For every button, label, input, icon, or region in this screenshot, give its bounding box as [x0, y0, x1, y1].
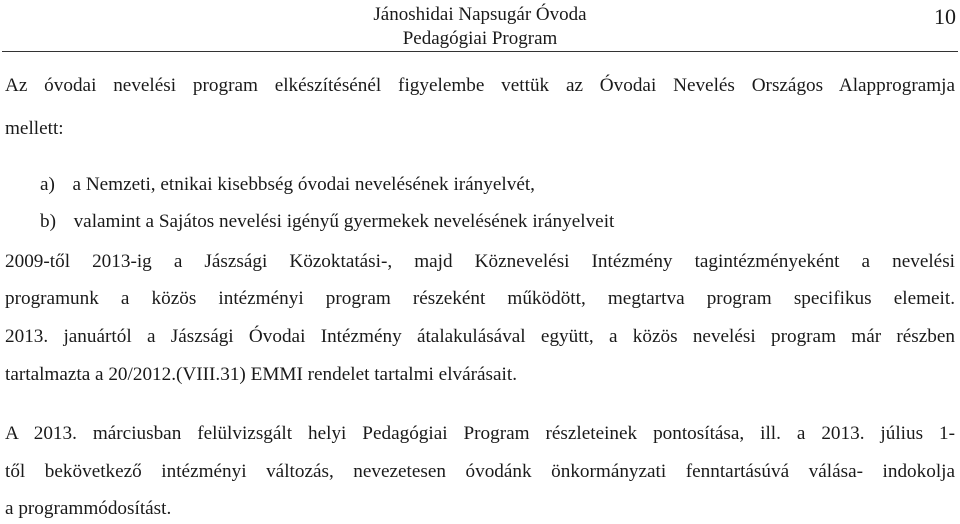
paragraph-2-line-2: programunk a közös intézményi program részeként működött, megtartva program specifikus elemeit.: [5, 288, 955, 309]
paragraph-3-line-2: től bekövetkező intézményi változás, nevezetesen óvodánk önkormányzati fenntartásúvá válása- indokolja: [5, 461, 955, 482]
paragraph-2-line-4: tartalmazta a 20/2012.(VIII.31) EMMI rendelet tartalmi elvárásait.: [5, 364, 517, 385]
intro-line-2: mellett:: [5, 118, 64, 139]
list-marker: b): [40, 211, 56, 232]
list-item-a: [40, 172, 535, 197]
header-title: Jánoshidai Napsugár Óvoda: [373, 4, 587, 25]
page-number: 10: [934, 4, 956, 29]
list-text: a Nemzeti, etnikai kisebbség óvodai nevelésének irányelvét,: [72, 174, 535, 195]
paragraph-3-line-1: A 2013. márciusban felülvizsgált helyi Pedagógiai Program részleteinek pontosítása, ill. a 2013. július 1-: [5, 423, 955, 444]
paragraph-2-line-1: 2009-től 2013-ig a Jászsági Közoktatási-, majd Köznevelési Intézmény tagintézményeként a nevelési: [5, 251, 955, 272]
page-header: [0, 2, 960, 52]
header-divider: [2, 51, 958, 52]
header-subtitle: Pedagógiai Program: [402, 28, 558, 49]
list-item-b: [40, 209, 614, 234]
intro-line-1: Az óvodai nevelési program elkészítésénél figyelembe vettük az Óvodai Nevelés Országos Alapprogramja: [5, 75, 955, 96]
paragraph-3-line-3: a programmódosítást.: [5, 498, 172, 519]
list-marker: a): [40, 174, 55, 195]
list-text: valamint a Sajátos nevelési igényű gyermekek nevelésének irányelveit: [73, 211, 615, 232]
paragraph-2-line-3: 2013. januártól a Jászsági Óvodai Intézmény átalakulásával együtt, a közös nevelési program már részben: [5, 326, 955, 347]
